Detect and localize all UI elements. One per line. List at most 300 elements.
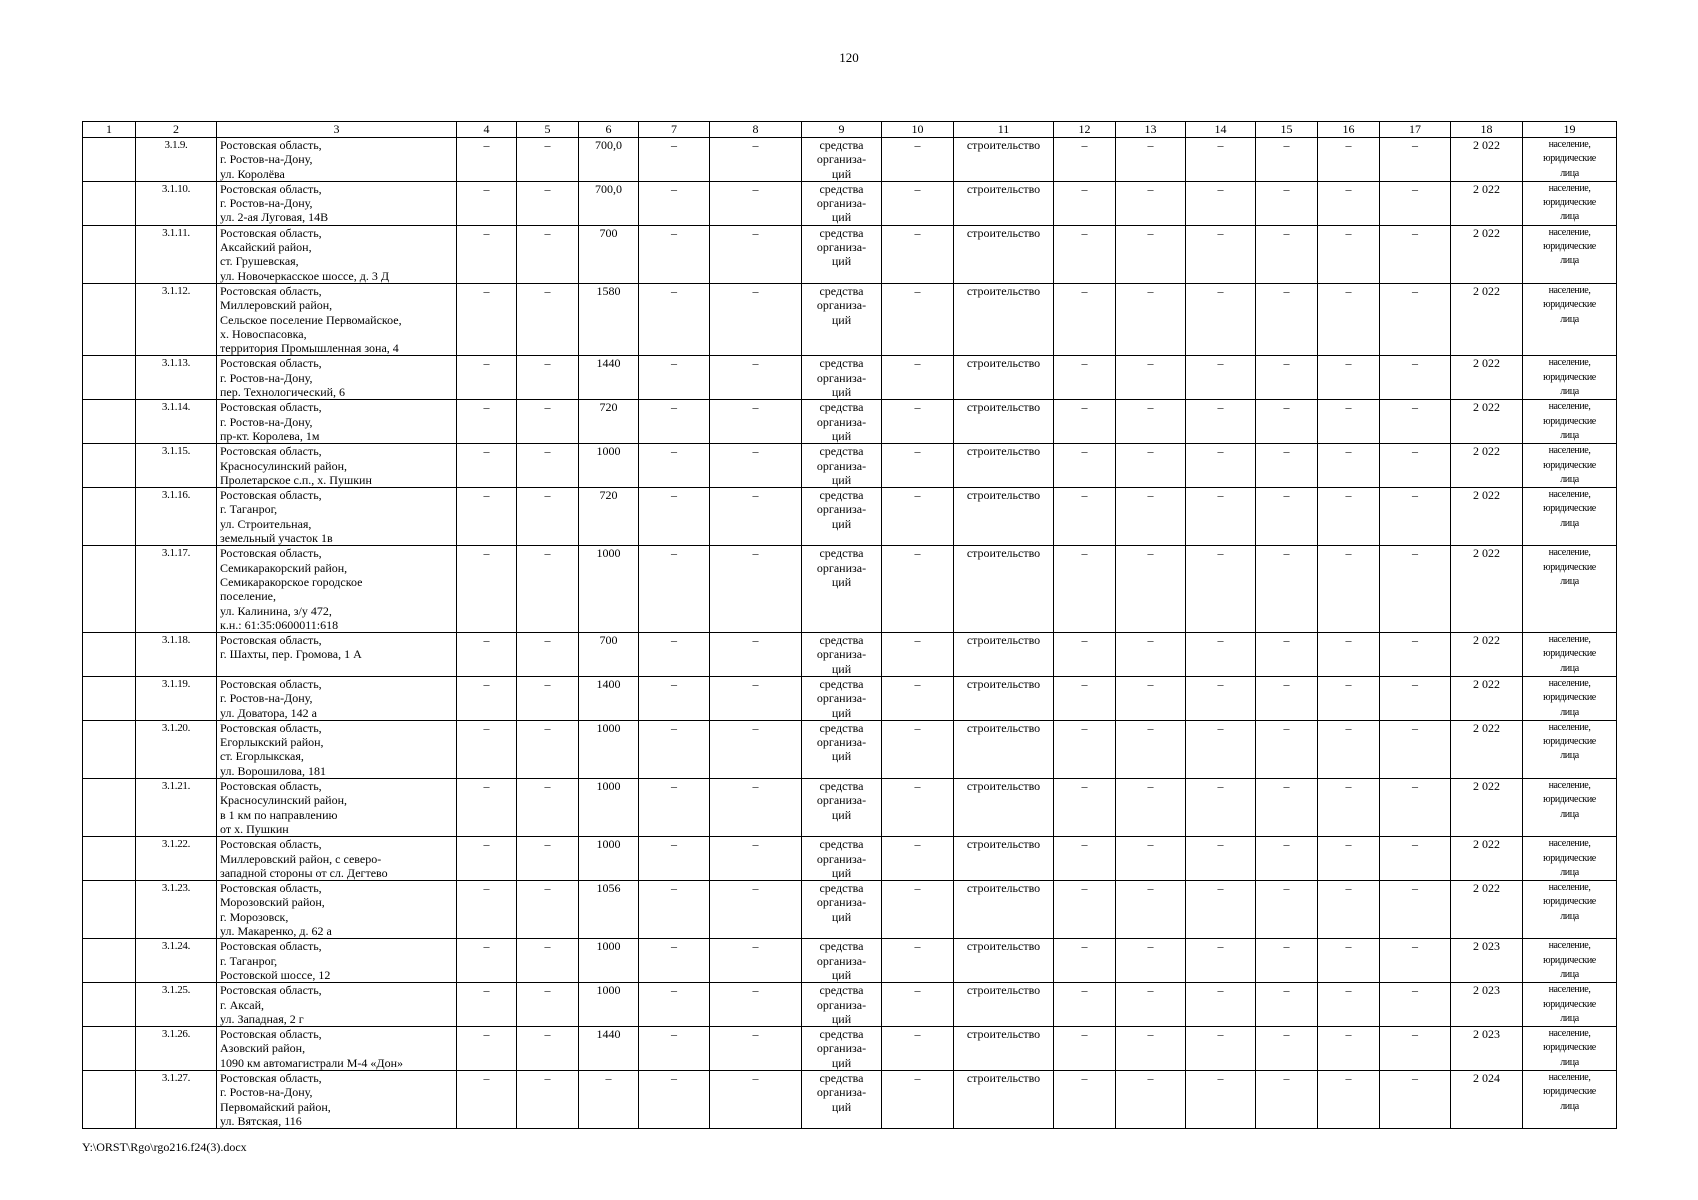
col10-cell: – [882,1071,954,1129]
col1-cell [83,181,136,225]
beneficiaries-cell [1523,676,1617,720]
beneficiaries-cell-line: лица [1560,517,1579,529]
col12-cell: – [1054,720,1116,778]
funding-source-cell-line: ций [831,661,852,676]
address-cell-line: ул. Доватора, 142 а [220,705,317,720]
col7-cell: – [639,225,710,283]
col10-cell: – [882,181,954,225]
col4-cell: – [457,546,517,633]
col5-cell: – [517,1071,579,1129]
col5-cell: – [517,400,579,444]
beneficiaries-cell-line: лица [1560,429,1579,441]
col17-cell: – [1380,939,1451,983]
address-cell-line: г. Морозовск, [220,909,289,924]
activity-type-cell: строительство [954,1027,1054,1071]
col16-cell: – [1318,939,1380,983]
address-cell-line: ул. Новочеркасское шоссе, д. 3 Д [220,268,390,283]
col14-cell: – [1186,283,1256,355]
column-header-8: 8 [710,122,802,138]
col8-cell: – [710,546,802,633]
col16-cell: – [1318,676,1380,720]
funding-source-cell-line: средства [819,356,864,371]
activity-type-cell: строительство [954,837,1054,881]
address-cell [217,356,457,400]
col12-cell: – [1054,444,1116,488]
funding-source-cell-line: организа- [816,196,867,211]
col14-cell: – [1186,676,1256,720]
col10-cell: – [882,356,954,400]
beneficiaries-cell [1523,444,1617,488]
address-cell-line: ст. Егорлыкская, [220,749,304,764]
year-cell: 2 023 [1451,939,1523,983]
address-cell-line: Ростовская область, [220,881,322,896]
col15-cell: – [1256,356,1318,400]
beneficiaries-cell [1523,356,1617,400]
address-cell-line: Красносулинский район, [220,458,348,473]
col8-cell: – [710,1027,802,1071]
address-cell [217,283,457,355]
funding-source-cell-line: организа- [816,691,867,706]
funding-source-cell [802,488,882,546]
infrastructure-table [82,121,1617,1129]
col17-cell: – [1380,1071,1451,1129]
address-cell-line: ул. Ворошилова, 181 [220,763,326,778]
funding-source-cell-line: средства [819,488,864,503]
col8-cell: – [710,1071,802,1129]
col10-cell: – [882,676,954,720]
beneficiaries-cell [1523,138,1617,182]
capacity-cell: – [579,1071,639,1129]
table-row [83,939,1617,983]
table-row [83,546,1617,633]
address-cell-line: пр-кт. Королева, 1м [220,428,320,443]
col17-cell: – [1380,444,1451,488]
col14-cell: – [1186,633,1256,677]
funding-source-cell-line: ций [831,1099,852,1114]
col14-cell: – [1186,779,1256,837]
beneficiaries-cell-line: юридические [1543,852,1596,864]
col16-cell: – [1318,546,1380,633]
beneficiaries-cell [1523,1071,1617,1129]
funding-source-cell-line: ций [831,1055,852,1070]
activity-type-cell: строительство [954,444,1054,488]
col17-cell: – [1380,138,1451,182]
capacity-cell: 1440 [579,1027,639,1071]
col15-cell: – [1256,1027,1318,1071]
year-cell: 2 022 [1451,181,1523,225]
beneficiaries-cell [1523,283,1617,355]
address-cell-line: Ростовская область, [220,225,322,240]
col12-cell: – [1054,138,1116,182]
capacity-cell: 1000 [579,837,639,881]
table-row [83,633,1617,677]
col17-cell: – [1380,837,1451,881]
activity-type-cell: строительство [954,181,1054,225]
address-cell-line: ул. 2-ая Луговая, 14В [220,210,329,225]
address-cell-line: Миллеровский район, [220,298,333,313]
col10-cell: – [882,488,954,546]
table-row [83,283,1617,355]
col14-cell: – [1186,881,1256,939]
address-cell-line: западной стороны от сл. Дегтево [220,865,388,880]
funding-source-cell-line: средства [819,720,864,735]
year-cell: 2 023 [1451,1027,1523,1071]
col17-cell: – [1380,881,1451,939]
funding-source-cell-line: средства [819,676,864,691]
col12-cell: – [1054,400,1116,444]
funding-source-cell [802,983,882,1027]
beneficiaries-cell-line: юридические [1543,153,1596,165]
address-cell [217,1027,457,1071]
table-row [83,225,1617,283]
beneficiaries-cell-line: юридические [1543,503,1596,515]
column-header-6: 6 [579,122,639,138]
col10-cell: – [882,633,954,677]
year-cell: 2 022 [1451,546,1523,633]
table-row [83,1071,1617,1129]
col12-cell: – [1054,983,1116,1027]
col16-cell: – [1318,1071,1380,1129]
beneficiaries-cell-line: лица [1560,1056,1579,1068]
col17-cell: – [1380,983,1451,1027]
col4-cell: – [457,939,517,983]
col10-cell: – [882,720,954,778]
col16-cell: – [1318,983,1380,1027]
address-cell [217,138,457,182]
beneficiaries-cell [1523,881,1617,939]
col17-cell: – [1380,400,1451,444]
funding-source-cell-line: средства [819,881,864,896]
address-cell-line: земельный участок 1в [220,531,333,546]
address-cell [217,983,457,1027]
col13-cell: – [1116,1027,1186,1071]
col14-cell: – [1186,1071,1256,1129]
col7-cell: – [639,400,710,444]
address-cell-line: от х. Пушкин [220,821,289,836]
beneficiaries-cell-line: лица [1560,808,1579,820]
beneficiaries-cell [1523,225,1617,283]
col13-cell: – [1116,356,1186,400]
beneficiaries-cell-line: юридические [1543,371,1596,383]
col16-cell: – [1318,1027,1380,1071]
col12-cell: – [1054,181,1116,225]
col15-cell: – [1256,283,1318,355]
col17-cell: – [1380,720,1451,778]
address-cell-line: г. Ростов-на-Дону, [220,152,313,167]
col13-cell: – [1116,444,1186,488]
col14-cell: – [1186,720,1256,778]
col8-cell: – [710,181,802,225]
funding-source-cell-line: средства [819,633,864,648]
item-number: 3.1.17. [136,546,217,633]
address-cell-line: г. Ростов-на-Дону, [220,1085,313,1100]
col1-cell [83,444,136,488]
col4-cell: – [457,283,517,355]
col13-cell: – [1116,939,1186,983]
col7-cell: – [639,546,710,633]
funding-source-cell-line: средства [819,444,864,459]
col1-cell [83,779,136,837]
col4-cell: – [457,1027,517,1071]
funding-source-cell-line: организа- [816,1085,867,1100]
capacity-cell: 720 [579,400,639,444]
funding-source-cell-line: средства [819,983,864,998]
col5-cell: – [517,881,579,939]
activity-type-cell: строительство [954,881,1054,939]
col12-cell: – [1054,779,1116,837]
funding-source-cell-line: организа- [816,298,867,313]
funding-source-cell-line: организа- [816,953,867,968]
col13-cell: – [1116,138,1186,182]
funding-source-cell [802,720,882,778]
address-cell [217,779,457,837]
beneficiaries-cell-line: население, [1548,401,1591,413]
col5-cell: – [517,1027,579,1071]
col5-cell: – [517,488,579,546]
beneficiaries-cell-line: лица [1560,910,1579,922]
funding-source-cell-line: организа- [816,560,867,575]
funding-source-cell-line: организа- [816,1041,867,1056]
col10-cell: – [882,444,954,488]
col4-cell: – [457,356,517,400]
beneficiaries-cell-line: юридические [1543,954,1596,966]
address-cell-line: ул. Западная, 2 г [220,1011,304,1026]
beneficiaries-cell-line: лица [1560,167,1579,179]
year-cell: 2 022 [1451,356,1523,400]
address-cell-line: Азовский район, [220,1041,306,1056]
funding-source-cell [802,138,882,182]
col8-cell: – [710,138,802,182]
beneficiaries-cell-line: лица [1560,968,1579,980]
col16-cell: – [1318,138,1380,182]
col4-cell: – [457,881,517,939]
beneficiaries-cell [1523,779,1617,837]
column-header-18: 18 [1451,122,1523,138]
col10-cell: – [882,837,954,881]
year-cell: 2 022 [1451,676,1523,720]
item-number: 3.1.26. [136,1027,217,1071]
col1-cell [83,983,136,1027]
item-number: 3.1.19. [136,676,217,720]
address-cell-line: г. Ростов-на-Дону, [220,196,313,211]
col10-cell: – [882,881,954,939]
col12-cell: – [1054,676,1116,720]
col7-cell: – [639,488,710,546]
col10-cell: – [882,138,954,182]
col4-cell: – [457,676,517,720]
table-row [83,1027,1617,1071]
col1-cell [83,138,136,182]
col4-cell: – [457,837,517,881]
beneficiaries-cell [1523,983,1617,1027]
col7-cell: – [639,881,710,939]
col16-cell: – [1318,779,1380,837]
beneficiaries-cell-line: лица [1560,473,1579,485]
funding-source-cell [802,400,882,444]
capacity-cell: 720 [579,488,639,546]
year-cell: 2 022 [1451,881,1523,939]
address-cell-line: г. Шахты, пер. Громова, 1 А [220,647,362,662]
col8-cell: – [710,676,802,720]
col8-cell: – [710,225,802,283]
address-cell-line: Пролетарское с.п., х. Пушкин [220,472,372,487]
beneficiaries-cell-line: юридические [1543,459,1596,471]
col14-cell: – [1186,138,1256,182]
col15-cell: – [1256,138,1318,182]
address-cell-line: Ростовская область, [220,633,322,648]
address-cell-line: г. Таганрог, [220,502,278,517]
col4-cell: – [457,138,517,182]
page-number: 120 [839,50,859,65]
table-row [83,837,1617,881]
funding-source-cell-line: ций [831,428,852,443]
activity-type-cell: строительство [954,546,1054,633]
funding-source-cell-line: средства [819,283,864,298]
capacity-cell: 700,0 [579,138,639,182]
address-cell-line: Первомайский район, [220,1099,331,1114]
col4-cell: – [457,720,517,778]
address-cell-line: Аксайский район, [220,240,312,255]
funding-source-cell-line: средства [819,939,864,954]
beneficiaries-cell-line: население, [1548,1028,1591,1040]
beneficiaries-cell [1523,837,1617,881]
col15-cell: – [1256,983,1318,1027]
year-cell: 2 023 [1451,983,1523,1027]
col15-cell: – [1256,488,1318,546]
col1-cell [83,676,136,720]
table-row [83,181,1617,225]
year-cell: 2 022 [1451,633,1523,677]
col8-cell: – [710,400,802,444]
address-cell-line: Ростовская область, [220,546,322,561]
address-cell [217,444,457,488]
address-cell-line: Ростовская область, [220,400,322,415]
activity-type-cell: строительство [954,283,1054,355]
table-row [83,676,1617,720]
funding-source-cell [802,881,882,939]
beneficiaries-cell-line: юридические [1543,197,1596,209]
col8-cell: – [710,939,802,983]
col7-cell: – [639,633,710,677]
address-cell-line: поселение, [220,589,277,604]
funding-source-cell-line: средства [819,1071,864,1085]
col12-cell: – [1054,283,1116,355]
address-cell-line: Ростовская область, [220,1071,322,1085]
address-cell-line: Красносулинский район, [220,793,348,808]
address-cell-line: г. Ростов-на-Дону, [220,691,313,706]
col17-cell: – [1380,546,1451,633]
col16-cell: – [1318,633,1380,677]
beneficiaries-cell-line: юридические [1543,299,1596,311]
beneficiaries-cell-line: юридические [1543,896,1596,908]
capacity-cell: 1000 [579,983,639,1027]
activity-type-cell: строительство [954,1071,1054,1129]
funding-source-cell-line: средства [819,546,864,561]
activity-type-cell: строительство [954,633,1054,677]
col5-cell: – [517,983,579,1027]
col14-cell: – [1186,356,1256,400]
col8-cell: – [710,837,802,881]
col7-cell: – [639,983,710,1027]
funding-source-cell [802,837,882,881]
capacity-cell: 1000 [579,546,639,633]
address-cell-line: территория Промышленная зона, 4 [220,341,399,356]
col10-cell: – [882,225,954,283]
col5-cell: – [517,181,579,225]
capacity-cell: 1580 [579,283,639,355]
beneficiaries-cell-line: лица [1560,866,1579,878]
beneficiaries-cell-line: лица [1560,1012,1579,1024]
col17-cell: – [1380,676,1451,720]
col4-cell: – [457,1071,517,1129]
col13-cell: – [1116,283,1186,355]
col1-cell [83,837,136,881]
address-cell-line: Ростовская область, [220,1027,322,1042]
address-cell-line: Ростовская область, [220,720,322,735]
funding-source-cell-line: ций [831,472,852,487]
col13-cell: – [1116,400,1186,444]
col12-cell: – [1054,939,1116,983]
funding-source-cell [802,225,882,283]
funding-source-cell-line: ций [831,865,852,880]
col16-cell: – [1318,283,1380,355]
col7-cell: – [639,138,710,182]
col12-cell: – [1054,881,1116,939]
beneficiaries-cell-line: юридические [1543,561,1596,573]
address-cell-line: Морозовский район, [220,895,325,910]
column-header-14: 14 [1186,122,1256,138]
funding-source-cell-line: средства [819,225,864,240]
address-cell [217,1071,457,1129]
column-header-2: 2 [136,122,217,138]
beneficiaries-cell-line: юридические [1543,648,1596,660]
col15-cell: – [1256,881,1318,939]
item-number: 3.1.16. [136,488,217,546]
beneficiaries-cell-line: лица [1560,575,1579,587]
beneficiaries-cell [1523,939,1617,983]
col14-cell: – [1186,837,1256,881]
address-cell-line: г. Таганрог, [220,953,278,968]
funding-source-cell [802,779,882,837]
col5-cell: – [517,138,579,182]
capacity-cell: 1000 [579,779,639,837]
beneficiaries-cell-line: лица [1560,1100,1579,1112]
col10-cell: – [882,546,954,633]
funding-source-cell-line: организа- [816,414,867,429]
year-cell: 2 022 [1451,779,1523,837]
year-cell: 2 022 [1451,837,1523,881]
funding-source-cell-line: средства [819,400,864,415]
col15-cell: – [1256,1071,1318,1129]
activity-type-cell: строительство [954,939,1054,983]
col1-cell [83,720,136,778]
funding-source-cell-line: ций [831,749,852,764]
beneficiaries-cell-line: лица [1560,706,1579,718]
beneficiaries-cell-line: юридические [1543,736,1596,748]
address-cell [217,400,457,444]
beneficiaries-cell [1523,720,1617,778]
address-cell-line: Ростовская область, [220,444,322,459]
address-cell-line: 1090 км автомагистрали М-4 «Дон» [220,1055,403,1070]
funding-source-cell [802,1071,882,1129]
col7-cell: – [639,939,710,983]
table-row [83,983,1617,1027]
col12-cell: – [1054,225,1116,283]
col7-cell: – [639,779,710,837]
col17-cell: – [1380,356,1451,400]
beneficiaries-cell [1523,181,1617,225]
funding-source-cell-line: ций [831,516,852,531]
